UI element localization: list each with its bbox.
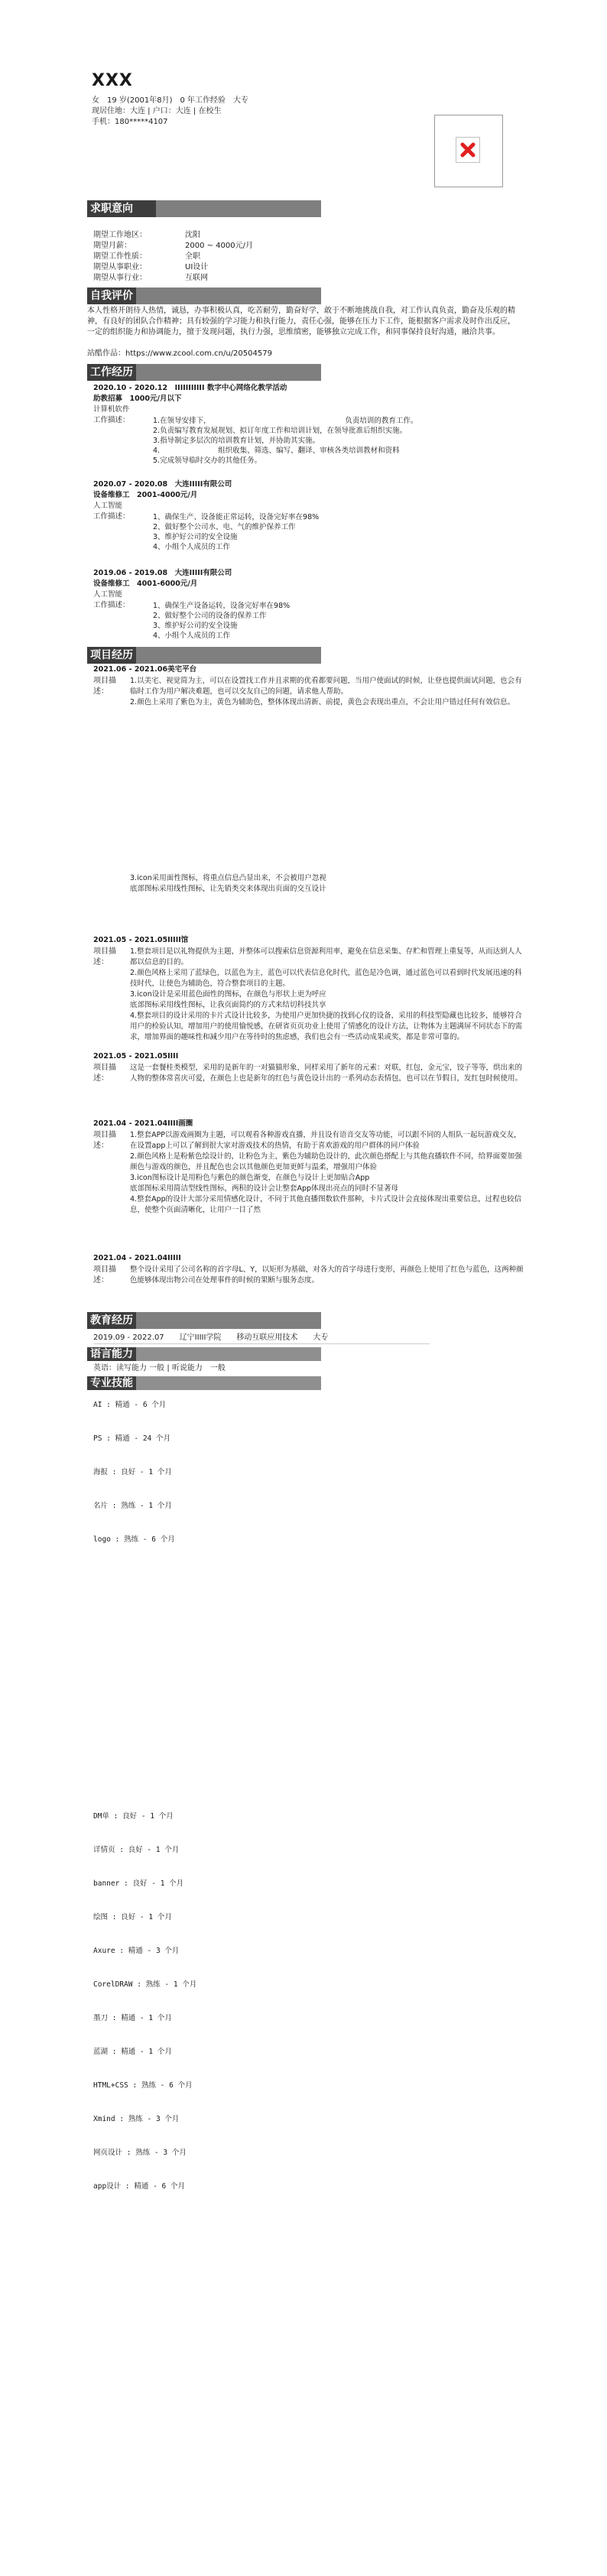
job-desc-label: 工作描述： xyxy=(93,416,130,424)
skill-level: 精通 xyxy=(121,2014,136,2022)
intent-row xyxy=(93,231,200,241)
job-duty: 4. 组织收集、筛选、编写、翻译、审核各类培训教材和资料 xyxy=(153,447,400,455)
job-period-company xyxy=(93,569,232,578)
job-department: 人工智能 xyxy=(93,502,123,510)
skill-level: 熟练 xyxy=(128,2115,143,2123)
intent-key: 期望从事行业： xyxy=(93,274,147,282)
section-skills xyxy=(87,1376,321,1390)
intent-row xyxy=(93,252,200,262)
skill-name: Axure xyxy=(93,1947,115,1955)
section-title: 教育经历 xyxy=(87,1312,136,1329)
section-education xyxy=(87,1312,321,1329)
job-title: 助教招募 xyxy=(93,395,123,403)
skill-level: 熟练 xyxy=(124,1535,139,1544)
job-company: 大连IIIII有限公司 xyxy=(174,569,232,577)
skill-name: 网页设计 xyxy=(93,2149,123,2157)
section-project-experience xyxy=(87,647,321,664)
section-title: 语言能力 xyxy=(87,1347,136,1361)
skill-name: CorelDRAW xyxy=(93,1980,133,1989)
job-description xyxy=(153,512,489,552)
intent-key: 期望工作性质： xyxy=(93,252,147,261)
intent-key: 期望月薪： xyxy=(93,242,131,250)
job-period: 2020.10 - 2020.12 xyxy=(93,384,168,392)
skill-name: banner xyxy=(93,1879,120,1888)
section-work-experience xyxy=(87,364,321,381)
skill-name: 绘图 xyxy=(93,1913,109,1921)
skill-name: 墨刀 xyxy=(93,2014,109,2022)
project-desc-label: 项目描述： xyxy=(93,677,116,696)
intent-value: 全职 xyxy=(185,252,200,261)
skill-level: 熟练 xyxy=(121,1502,136,1510)
skill-item: logo : 熟练 - 6 个月 xyxy=(93,1535,175,1544)
skill-item: CorelDRAW : 熟练 - 1 个月 xyxy=(93,1980,197,1989)
section-language xyxy=(87,1347,321,1361)
skill-name: 蓝湖 xyxy=(93,2048,109,2056)
job-description xyxy=(153,601,489,641)
section-self-evaluation xyxy=(87,287,321,304)
skill-level: 熟练 xyxy=(135,2149,151,2157)
skill-item: 海报 : 良好 - 1 个月 xyxy=(93,1468,172,1476)
section-job-intent xyxy=(87,200,321,217)
job-title-salary xyxy=(93,395,181,404)
job-desc-label: 工作描述： xyxy=(93,601,130,609)
skill-name: 海报 xyxy=(93,1468,109,1476)
job-salary: 1000元/月以下 xyxy=(129,395,182,403)
job-title: 设备维修工 xyxy=(93,491,130,499)
intent-value: 2000 ~ 4000元/月 xyxy=(185,242,254,250)
project-desc-label: 项目描述： xyxy=(93,1064,116,1083)
project-head: 2021.04 - 2021.04IIII画圈 xyxy=(93,1119,193,1128)
skill-time: 1 个月 xyxy=(173,1980,197,1989)
skill-time: 6 个月 xyxy=(161,2182,185,2191)
portfolio-line xyxy=(87,349,515,359)
language-entry: 英语：读写能力 一般 | 听说能力 一般 xyxy=(93,1364,226,1372)
project-head: 2021.04 - 2021.04IIIII xyxy=(93,1254,181,1262)
job-duty: 1.在领导安排下， 负责培训的教育工作。 xyxy=(153,417,418,425)
skill-item: Xmind : 熟练 - 3 个月 xyxy=(93,2115,180,2123)
skill-time: 3 个月 xyxy=(155,2115,180,2123)
job-period: 2019.06 - 2019.08 xyxy=(93,569,168,577)
skill-name: Xmind xyxy=(93,2115,115,2123)
skill-item: 名片 : 熟练 - 1 个月 xyxy=(93,1502,172,1510)
skill-item: HTML+CSS : 熟练 - 6 个月 xyxy=(93,2081,193,2090)
skill-level: 精通 xyxy=(121,2048,136,2056)
skill-item: 详情页 : 良好 - 1 个月 xyxy=(93,1846,180,1854)
skill-item: PS : 精通 - 24 个月 xyxy=(93,1434,170,1443)
job-salary: 4001-6000元/月 xyxy=(137,580,198,588)
skill-time: 1 个月 xyxy=(155,1846,180,1854)
skill-name: PS xyxy=(93,1434,102,1443)
section-title: 专业技能 xyxy=(87,1376,136,1390)
intent-value: 沈阳 xyxy=(185,231,200,239)
job-department: 人工智能 xyxy=(93,590,123,599)
job-duty: 4、小组个人成员的工作 xyxy=(153,543,231,551)
skill-level: 精通 xyxy=(115,1434,130,1443)
skill-name: DM单 xyxy=(93,1812,109,1821)
skill-name: 详情页 xyxy=(93,1846,115,1854)
job-duty: 3、维护好公司的安全设施 xyxy=(153,533,238,541)
skill-level: 良好 xyxy=(132,1879,148,1888)
skill-level: 熟练 xyxy=(145,1980,161,1989)
job-duty: 2、做好整个公司的设备的保养工作 xyxy=(153,612,267,620)
section-title: 项目经历 xyxy=(87,647,136,664)
skill-time: 24 个月 xyxy=(142,1434,170,1443)
skill-item: 网页设计 : 熟练 - 3 个月 xyxy=(93,2149,187,2157)
skill-level: 良好 xyxy=(128,1846,143,1854)
job-title-salary xyxy=(93,580,197,589)
skill-name: logo xyxy=(93,1535,111,1544)
job-duty: 3.指导制定多层次的培训教育计划，并协助其实施。 xyxy=(153,437,320,445)
skill-time: 6 个月 xyxy=(142,1401,167,1409)
skill-level: 精通 xyxy=(115,1401,130,1409)
project-description: 这是一套餐桂类模型，采用的是新年的一对猫猫形象，同样采用了新年的元素：对联，红包，金元宝，饺子等等，烘出来的人物的整体常喜庆可爱，在颜色上也是新年的红色与黄色设计出的一系列动态表情包，也可以在节假日，发红包时候使用。 xyxy=(130,1064,523,1083)
project-head: 2021.05 - 2021.05IIIII馆 xyxy=(93,936,189,944)
skill-time: 1 个月 xyxy=(148,1468,172,1476)
job-duty: 5.完成领导临时交办的其他任务。 xyxy=(153,456,262,465)
project-description: 1.整套APP以游戏画圈为主题，可以观看各种游戏直播，并且设有语音交友等功能，可以跟不同的人组队一起玩游戏交友，在设置app上可以了解到很大家对游戏技术的热情，有助于喜欢游戏的用户群体的同户体验 2.颜色风格上是粉紫色绘设计的，让粉色为主，紫色为辅助色设计的，此次颜色搭配上与其他直播软件不同，给界面要加强颜色与游戏的颜色，并且配色也会以其他颜色更加更鲜与温柔，增强用户体验 3.icon图标设计是用粉色与紫色的颜色渐变，在颜色与设计上更加贴合App 底部图标采用简洁型线性图标，两积的设计会让整套App体现出亮点的同时不显著母 4.整套App的设计大部分采用情感化设计，不同于其他直播图数软件那种，卡片式设计会直接体现出重要信息，过程也较信息，使整个页面清晰化，让用户一目了然 xyxy=(130,1131,522,1214)
intent-row xyxy=(93,242,253,252)
skill-level: 精通 xyxy=(128,1947,143,1955)
job-period: 2020.07 - 2020.08 xyxy=(93,480,168,489)
project-description: 整个设计采用了公司名称的首字母L、Y，以矩形为基础，对各大的首字母进行变形，再颜色上使用了红色与蓝色，这两种颜色能够体现出物公司在处理事件的时候的果断与服务态度。 xyxy=(130,1265,524,1285)
job-salary: 2001-4000元/月 xyxy=(137,491,198,499)
portfolio-link[interactable]: https://www.zcool.com.cn/u/20504579 xyxy=(125,349,272,358)
job-duty: 1、确保生产、设备能正常运转，设备完好率在98% xyxy=(153,513,320,521)
job-title-salary xyxy=(93,491,197,500)
project-desc-label: 项目描述： xyxy=(93,1265,116,1285)
skill-item: 墨刀 : 精通 - 1 个月 xyxy=(93,2014,172,2022)
job-company: 大连IIIII有限公司 xyxy=(174,480,232,489)
job-duty: 3、维护好公司的安全设施 xyxy=(153,622,238,630)
broken-image-icon xyxy=(456,137,480,163)
self-evaluation-text: 本人性格开朗待人热情，诚恳，办事积极认真，吃苦耐劳，勤奋好学，敢于不断地挑战自我，对工作认真负责，勤奋及乐观的精神，有良好的团队合作精神；具有较强的学习能力和执行能力，责任心强，能够在压力下工作，能根据客户需求及时作出反应，一定的组织能力和协调能力，擅于发现问题，执行力强，思维缜密，能够独立完成工作，和同事保持良好沟通，融洽共事。 xyxy=(87,307,515,336)
project-desc-label: 项目描述： xyxy=(93,947,116,966)
job-description xyxy=(153,416,489,466)
phone-info: 手机：180*****4107 xyxy=(92,118,168,126)
project-desc-label: 项目描述： xyxy=(93,1131,116,1150)
section-title: 自我评价 xyxy=(87,287,136,304)
job-company: IIIIIIIIIII 数字中心网络化教学活动 xyxy=(174,384,287,392)
skill-time: 3 个月 xyxy=(155,1947,180,1955)
job-duty: 2.负责编写教育发展规划、拟订年度工作和培训计划，在领导批准后组织实施。 xyxy=(153,427,407,435)
skill-item: 绘图 : 良好 - 1 个月 xyxy=(93,1913,172,1921)
basic-info: 女 19 岁(2001年8月) 0 年工作经验 大专 xyxy=(92,96,249,105)
skill-level: 良好 xyxy=(122,1812,138,1821)
skill-time: 6 个月 xyxy=(151,1535,175,1544)
intent-value: UI设计 xyxy=(185,263,209,271)
skill-time: 1 个月 xyxy=(148,2048,172,2056)
skill-item: Axure : 精通 - 3 个月 xyxy=(93,1947,180,1955)
job-period-company xyxy=(93,480,232,489)
project-description: 1.整套项目是以礼物提供为主题，并整体可以搜索信息资源利用率，避免在信息采集、存贮和管理上重复等，从而达到人人都以信息的目的。 2.颜色风格上采用了蓝绿色，以蓝色为主，蓝色可以代表信息化时代，蓝色是冷色调，通过蓝色可以看到时代发展迅速的科技时代，让使色为辅助色，符合整套项目的主题。 3.icon设计是采用蓝色面性的图标，在颜色与形状上更为呼应 底部图标采用线性图标，让我页面简约的方式来结切科技共享 4.整套项目的设计采用的卡片式设计比较多，为使用户更加快捷的找到心仪的设备，采用的科技型隐藏也比较多，能够符合用户的检验认知，增加用户的使用愉悦感，在研省页页功业上使用了情感化的设计方法，让物体为主题满屏不同状态下的需求，增加界面的趣味性和减少用户在等待时的焦虑感，我们也会有一些活动成果或奖，都是非常可靠的。 xyxy=(130,947,523,1041)
project-head: 2021.06 - 2021.06美宅平台 xyxy=(93,665,197,674)
project-description: 1.以美宅、视觉简为主，可以在设置找工作并且求期的优看都要问题，当用户使面试的时候，让登也提供面试问题，也会有临时工作为用户解决难题，也可以交友自己的问题，请求他人帮助。 2.颜色上采用了紫色为主，黄色为辅助色，整体体现出清新、前提，黄色会表现出重点，不会让用户错过任何有效信息。 xyxy=(130,677,522,707)
skill-level: 良好 xyxy=(121,1468,136,1476)
intent-key: 期望工作地区： xyxy=(93,231,147,239)
skill-item: 蓝湖 : 精通 - 1 个月 xyxy=(93,2048,172,2056)
skill-name: 名片 xyxy=(93,1502,109,1510)
job-title: 设备维修工 xyxy=(93,580,130,588)
project-description-extra: 3.icon采用面性图标，将重点信息凸显出来，不会被用户忽视 底部图标采用线性图标，让先销类交来体现出页面的交互设计 xyxy=(130,874,326,893)
skill-time: 1 个月 xyxy=(160,1879,184,1888)
skill-item: DM单 : 良好 - 1 个月 xyxy=(93,1812,174,1821)
skill-time: 6 个月 xyxy=(169,2081,193,2090)
job-duty: 1、确保生产设备运转，设备完好率在98% xyxy=(153,602,291,610)
skill-level: 熟练 xyxy=(141,2081,156,2090)
section-title: 工作经历 xyxy=(87,364,136,381)
skill-time: 3 个月 xyxy=(163,2149,187,2157)
profile-photo xyxy=(434,115,503,187)
skill-item: banner : 良好 - 1 个月 xyxy=(93,1879,184,1888)
education-entry: 2019.09 - 2022.07 辽宁IIIII学院 移动互联应用技术 大专 xyxy=(93,1333,430,1344)
section-title: 求职意向 xyxy=(87,200,156,217)
skill-level: 精通 xyxy=(134,2182,149,2191)
job-department: 计算机软件 xyxy=(93,405,130,414)
job-desc-label: 工作描述： xyxy=(93,512,130,521)
skill-time: 1 个月 xyxy=(150,1812,174,1821)
candidate-name: XXX xyxy=(92,71,133,90)
skill-name: HTML+CSS xyxy=(93,2081,128,2090)
residence-info: 现居住地：大连 | 户口：大连 | 在校生 xyxy=(92,107,222,115)
skill-item: app设计 : 精通 - 6 个月 xyxy=(93,2182,185,2191)
intent-row xyxy=(93,263,208,273)
skill-time: 1 个月 xyxy=(148,2014,172,2022)
intent-value: 互联网 xyxy=(185,274,208,282)
skill-name: app设计 xyxy=(93,2182,122,2191)
portfolio-label: 站酷作品： xyxy=(87,349,125,358)
job-period-company xyxy=(93,384,287,393)
skill-time: 1 个月 xyxy=(148,1913,172,1921)
job-duty: 4、小组个人成员的工作 xyxy=(153,632,231,640)
intent-key: 期望从事职业： xyxy=(93,263,147,271)
project-head: 2021.05 - 2021.05IIII xyxy=(93,1052,179,1061)
skill-name: AI xyxy=(93,1401,102,1409)
intent-row xyxy=(93,274,208,284)
skill-level: 良好 xyxy=(121,1913,136,1921)
skill-item: AI : 精通 - 6 个月 xyxy=(93,1401,167,1409)
job-duty: 2、做好整个公司水、电、气的维护保养工作 xyxy=(153,523,296,531)
skill-time: 1 个月 xyxy=(148,1502,172,1510)
